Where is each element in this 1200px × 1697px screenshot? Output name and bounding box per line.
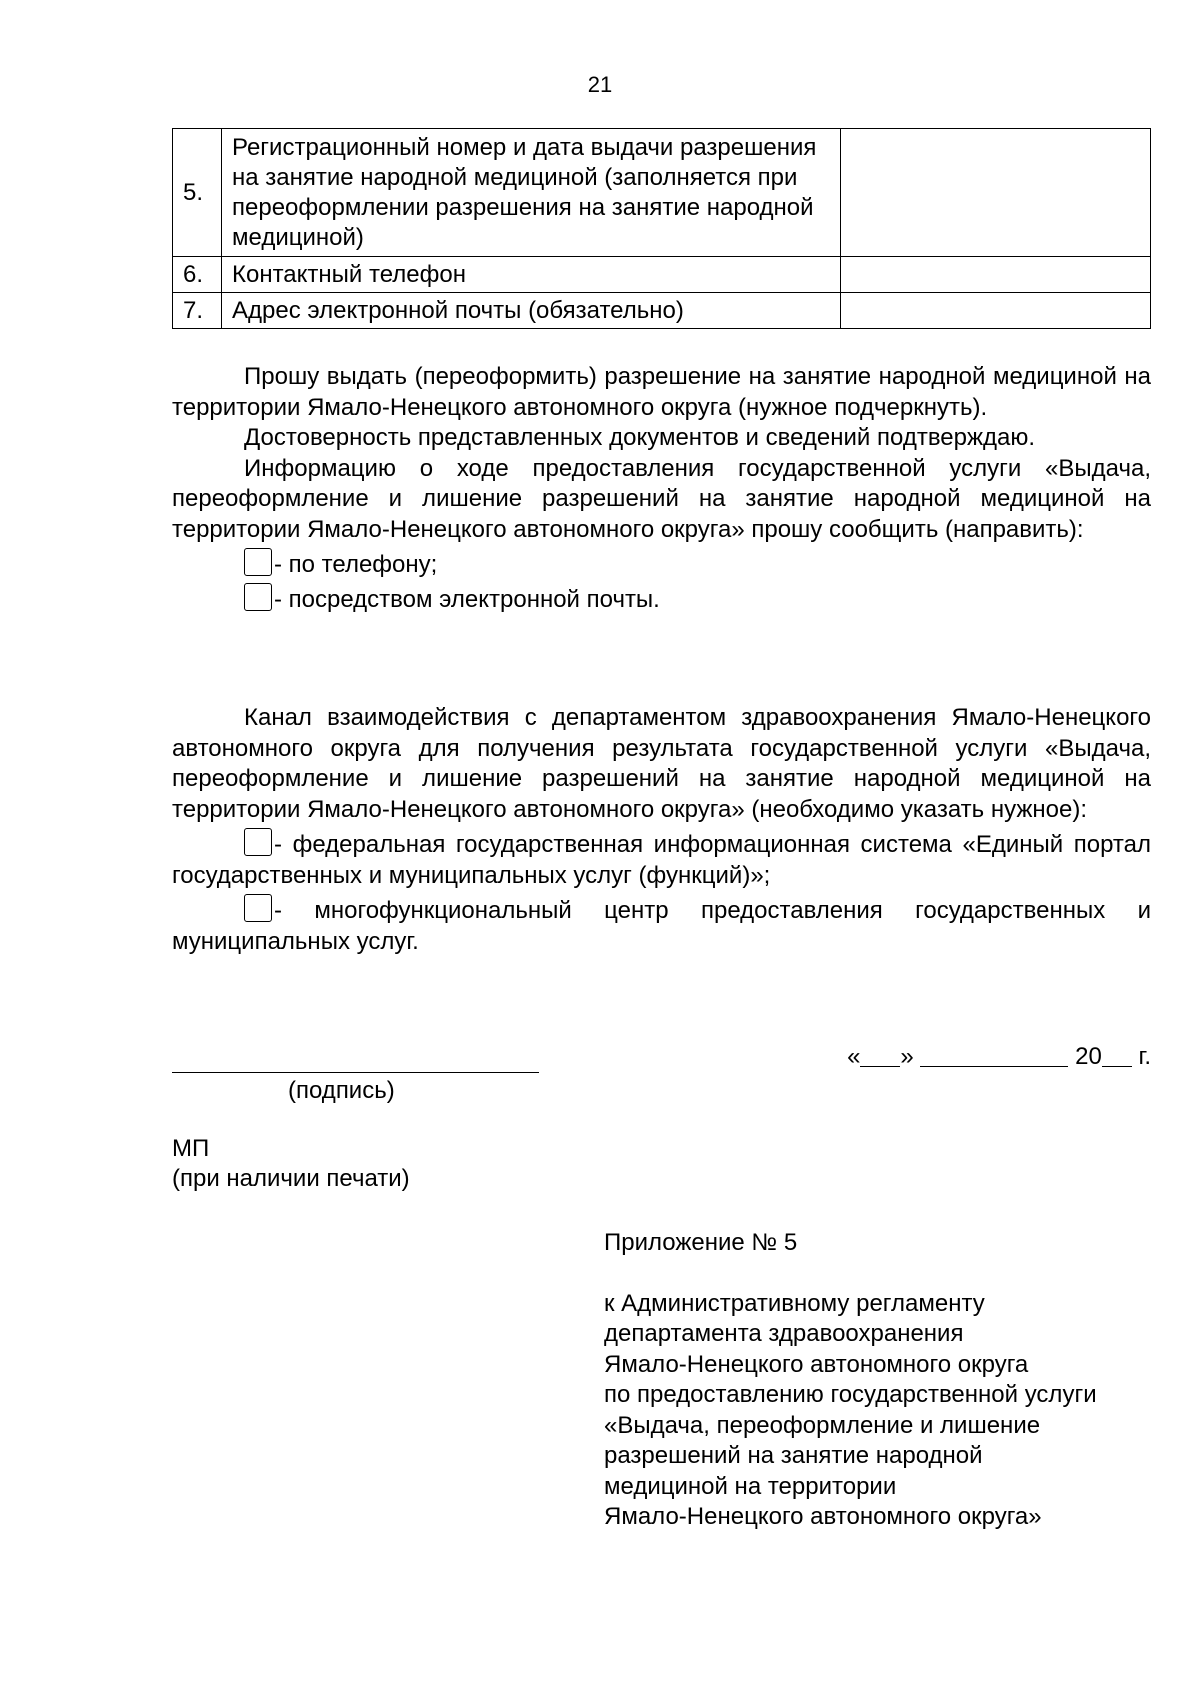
year-prefix: 20 <box>1075 1043 1102 1070</box>
annex-line: по предоставлению государственной услуги <box>604 1381 1097 1408</box>
stamp-label: МП <box>172 1135 210 1162</box>
annex-title: Приложение № 5 <box>604 1229 798 1256</box>
option-portal-label: - федеральная государственная информационная система «Единый портал государственных и муниципальных услуг (функций)»; <box>172 831 1151 889</box>
signature-caption: (подпись) <box>288 1077 395 1104</box>
row-value-field[interactable] <box>841 129 1151 257</box>
option-mfc <box>172 894 1151 957</box>
table-row <box>173 129 1151 257</box>
row-value-field[interactable] <box>841 293 1151 329</box>
annex-line: департамента здравоохранения <box>604 1320 964 1347</box>
row-number: 5. <box>173 129 222 257</box>
row-number: 6. <box>173 257 222 293</box>
annex-line: медициной на территории <box>604 1472 897 1500</box>
table-row <box>173 257 1151 293</box>
table-row <box>173 293 1151 329</box>
option-phone-label: - по телефону; <box>274 551 438 578</box>
stamp-note: (при наличии печати) <box>172 1165 410 1192</box>
day-blank[interactable] <box>860 1044 900 1067</box>
stamp-block <box>172 1134 410 1194</box>
email-checkbox[interactable] <box>244 583 272 611</box>
option-email-label: - посредством электронной почты. <box>274 585 660 613</box>
portal-checkbox[interactable] <box>244 828 272 856</box>
channel-section <box>172 703 1151 957</box>
confirmation-paragraph: Достоверность представленных документов и сведений подтверждаю. <box>244 424 1036 451</box>
row-number: 7. <box>173 293 222 329</box>
row-label: Регистрационный номер и дата выдачи разрешения на занятие народной медициной (заполняется при переоформлении разрешения на занятие народной медициной) <box>222 129 841 257</box>
row-label: Адрес электронной почты (обязательно) <box>222 293 841 329</box>
page-number: 21 <box>587 72 613 97</box>
date-field <box>847 1043 1151 1071</box>
row-label: Контактный телефон <box>222 257 841 293</box>
channel-paragraph: Канал взаимодействия с департаментом здравоохранения Ямало-Ненецкого автономного округа для получения результата государственной услуги «Выдача, переоформление и лишение разрешений на занятие народной медициной на территории Ямало-Ненецкого автономного округа» (необходимо указать нужное): <box>172 704 1151 823</box>
application-table <box>172 128 1151 329</box>
annex-line: Ямало-Ненецкого автономного округа <box>604 1350 1029 1378</box>
annex-line: разрешений на занятие народной <box>604 1442 983 1469</box>
notification-paragraph: Информацию о ходе предоставления государственной услуги «Выдача, переоформление и лишение разрешений на занятие народной медициной на территории Ямало-Ненецкого автономного округа» прошу сообщить (направить): <box>172 454 1151 543</box>
phone-checkbox[interactable] <box>244 548 272 576</box>
row-value-field[interactable] <box>841 257 1151 293</box>
signature-line[interactable] <box>172 1070 539 1073</box>
request-paragraph: Прошу выдать (переоформить) разрешение на занятие народной медициной на территории Ямало-Ненецкого автономного округа (нужное подчеркнуть). <box>172 363 1151 421</box>
mfc-checkbox[interactable] <box>244 894 272 922</box>
year-blank[interactable] <box>1102 1044 1132 1067</box>
month-blank[interactable] <box>920 1044 1068 1067</box>
annex-line: «Выдача, переоформление и лишение <box>604 1411 1041 1439</box>
year-suffix: г. <box>1138 1043 1151 1070</box>
annex-line: Ямало-Ненецкого автономного округа» <box>604 1503 1042 1530</box>
date-close-quote: » <box>900 1043 914 1070</box>
date-open-quote: « <box>847 1043 861 1070</box>
option-portal <box>172 828 1151 891</box>
option-phone <box>172 548 1151 581</box>
option-email <box>172 583 1151 616</box>
annex-line: к Административному регламенту <box>604 1289 985 1317</box>
request-section <box>172 362 1151 615</box>
option-mfc-label: - многофункциональный центр предоставления государственных и муниципальных услуг. <box>172 897 1151 955</box>
annex-block <box>604 1228 1097 1533</box>
